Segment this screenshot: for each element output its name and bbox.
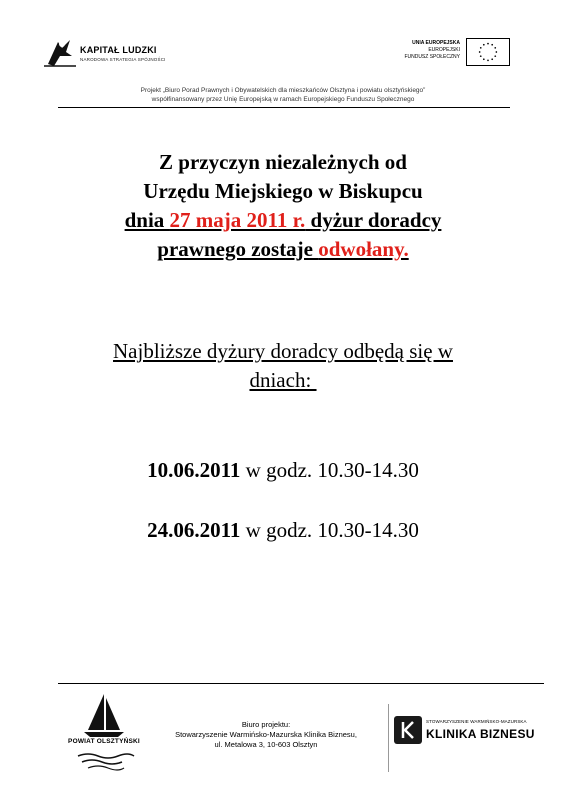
cancelled-date: 27 maja 2011 r. <box>169 208 306 232</box>
powiat-olsztynski-logo <box>68 690 140 775</box>
duty-slot <box>0 458 566 483</box>
duty-slot-date: 24.06.2011 <box>147 518 241 542</box>
notice-line-3-pre: dnia <box>124 208 170 232</box>
project-statement <box>0 86 566 104</box>
next-duty-line-1: Najbliższe dyżury doradcy odbędą się w <box>113 339 453 363</box>
next-duty-heading <box>0 337 566 395</box>
next-duty-line-2: dniach: <box>249 368 317 392</box>
eu-flag-icon <box>466 38 510 66</box>
powiat-label: POWIAT OLSZTYŃSKI <box>68 738 140 745</box>
project-line-2: współfinansowany przez Unię Europejską w ramach Europejskiego Funduszu Społecznego <box>151 96 415 103</box>
cancelled-status: odwołany. <box>318 237 409 261</box>
notice-line-4-pre: prawnego zostaje <box>157 237 319 261</box>
footer-vertical-divider <box>388 704 389 772</box>
klinika-biznesu-tagline: STOWARZYSZENIE WARMIŃSKO-MAZURSKA <box>426 719 527 724</box>
footer-divider <box>58 683 544 684</box>
eu-logo <box>380 38 510 68</box>
klinika-biznesu-name: KLINIKA BIZNESU <box>426 727 535 741</box>
kapital-ludzki-subtitle: NARODOWA STRATEGIA SPÓJNOŚCI <box>80 57 166 62</box>
duty-slot-date: 10.06.2011 <box>147 458 241 482</box>
duty-slot-hours: w godz. 10.30-14.30 <box>240 458 419 482</box>
eu-line3: FUNDUSZ SPOŁECZNY <box>404 54 460 60</box>
eu-line1: UNIA EUROPEJSKA <box>412 40 460 46</box>
header-divider <box>58 107 510 108</box>
duty-slot-hours: w godz. 10.30-14.30 <box>240 518 419 542</box>
notice-line-3-post: dyżur doradcy <box>305 208 442 232</box>
project-office-address <box>150 720 382 750</box>
sailboat-icon <box>68 690 140 775</box>
eu-text <box>404 40 460 61</box>
office-line-3: ul. Metalowa 3, 10-603 Olsztyn <box>214 740 318 749</box>
kapital-ludzki-title: KAPITAŁ LUDZKI <box>80 45 157 55</box>
notice-line-1: Z przyczyn niezależnych od <box>159 150 407 174</box>
klinika-biznesu-mark-icon <box>394 716 422 744</box>
duty-slot <box>0 518 566 543</box>
klinika-biznesu-logo <box>394 716 546 750</box>
office-line-1: Biuro projektu: <box>241 720 291 729</box>
eu-line2: EUROPEJSKI <box>428 47 460 53</box>
cancellation-notice <box>0 148 566 264</box>
notice-line-4 <box>0 235 566 264</box>
project-line-1: Projekt „Biuro Porad Prawnych i Obywatelskich dla mieszkańców Olsztyna i powiatu olsztyńskiego” <box>140 87 426 94</box>
notice-line-2: Urzędu Miejskiego w Biskupcu <box>143 179 423 203</box>
kapital-ludzki-logo <box>44 38 184 68</box>
office-line-2: Stowarzyszenie Warmińsko-Mazurska Klinika Biznesu, <box>175 730 357 739</box>
notice-line-3 <box>0 206 566 235</box>
kapital-ludzki-emblem-icon <box>44 38 76 68</box>
